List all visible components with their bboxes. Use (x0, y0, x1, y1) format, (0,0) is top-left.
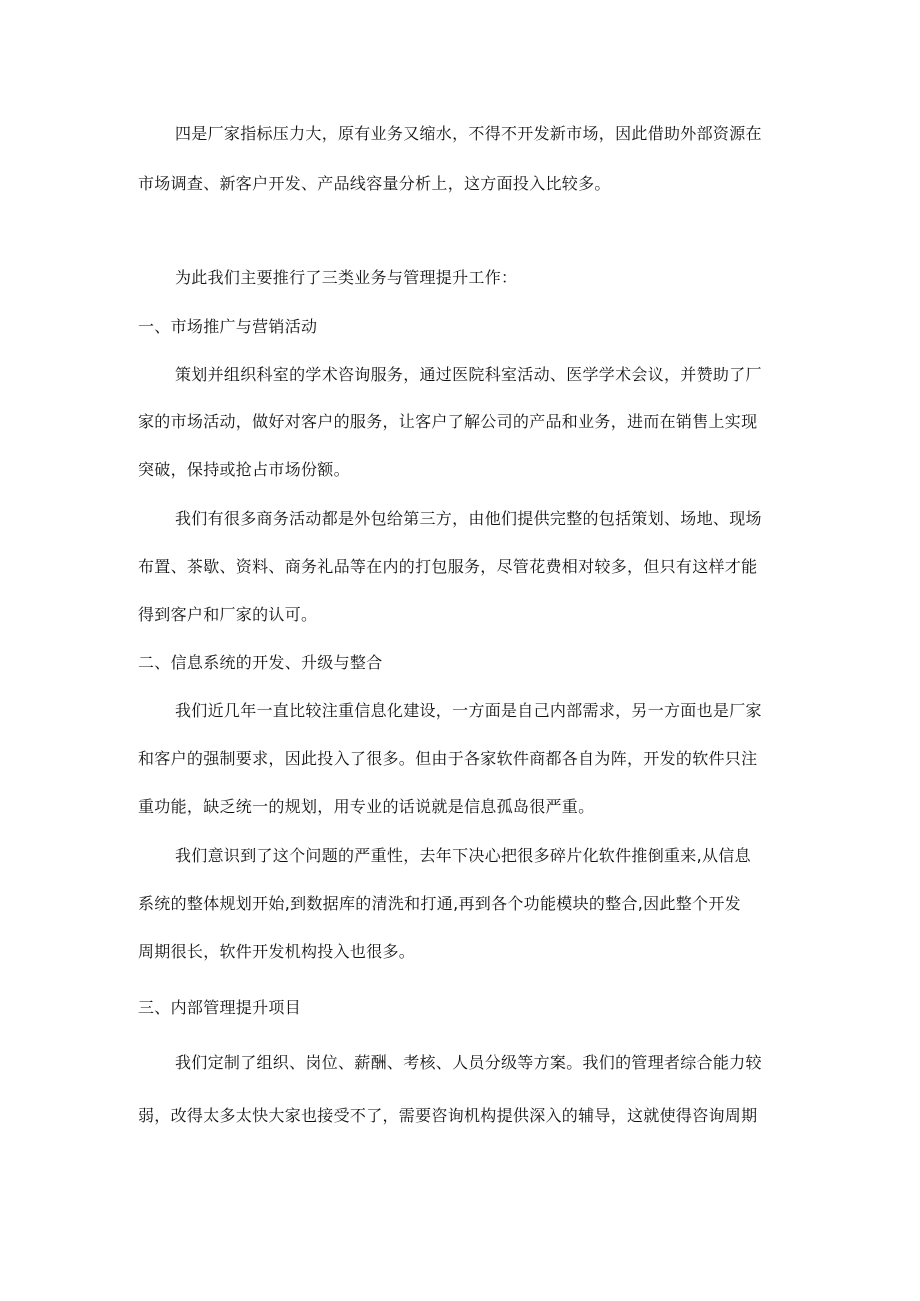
paragraph-line: 重功能，缺乏统一的规划，用专业的话说就是信息孤岛很严重。 (138, 797, 595, 816)
section-heading: 一、市场推广与营销活动 (138, 317, 318, 336)
section-heading: 二、信息系统的开发、升级与整合 (138, 653, 383, 672)
paragraph-line: 周期很长，软件开发机构投入也很多。 (138, 942, 416, 961)
section-heading: 三、内部管理提升项目 (138, 998, 302, 1017)
paragraph-line: 市场调查、新客户开发、产品线容量分析上，这方面投入比较多。 (138, 174, 611, 193)
paragraph-line: 和客户的强制要求，因此投入了很多。但由于各家软件商都各自为阵，开发的软件只注 (138, 749, 758, 768)
paragraph-line: 系统的整体规划开始,到数据库的清洗和打通,再到各个功能模块的整合,因此整个开发 (138, 894, 741, 913)
paragraph-line: 突破，保持或抢占市场份额。 (138, 460, 350, 479)
paragraph-line: 我们意识到了这个问题的严重性，去年下决心把很多碎片化软件推倒重来,从信息 (175, 846, 751, 865)
paragraph-line: 我们有很多商务活动都是外包给第三方，由他们提供完整的包括策划、场地、现场 (175, 509, 762, 528)
paragraph-line: 为此我们主要推行了三类业务与管理提升工作： (175, 268, 518, 287)
paragraph-line: 策划并组织科室的学术咨询服务，通过医院科室活动、医学学术会议，并赞助了厂 (175, 365, 762, 384)
paragraph-line: 家的市场活动，做好对客户的服务，让客户了解公司的产品和业务，进而在销售上实现 (138, 412, 758, 431)
paragraph-line: 布置、茶歇、资料、商务礼品等在内的打包服务，尽管花费相对较多，但只有这样才能 (138, 557, 758, 576)
paragraph-line: 我们近几年一直比较注重信息化建设，一方面是自己内部需求，另一方面也是厂家 (175, 701, 762, 720)
paragraph-line: 四是厂家指标压力大，原有业务又缩水，不得不开发新市场，因此借助外部资源在 (175, 124, 762, 143)
paragraph-line: 我们定制了组织、岗位、薪酬、考核、人员分级等方案。我们的管理者综合能力较 (175, 1053, 762, 1072)
paragraph-line: 得到客户和厂家的认可。 (138, 605, 318, 624)
paragraph-line: 弱，改得太多太快大家也接受不了，需要咨询机构提供深入的辅导，这就使得咨询周期 (138, 1106, 758, 1125)
